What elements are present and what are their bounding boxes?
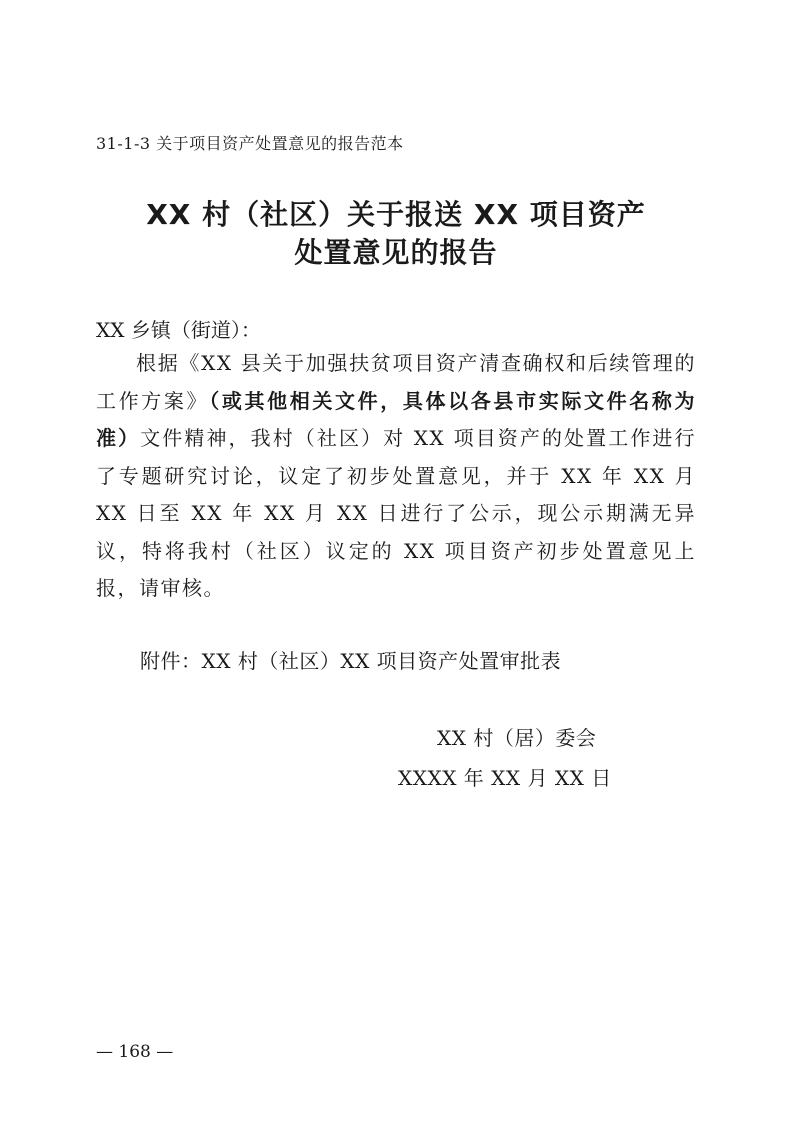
salutation: XX 乡镇（街道）：	[96, 318, 261, 342]
body-text-part-1: 根据《XX 县关于加强扶贫项目资产清查确权和后续管理的工作方案》	[96, 351, 696, 413]
section-label: 31-1-3 关于项目资产处置意见的报告范本	[96, 134, 404, 153]
signature-date: XXXX 年 XX 月 XX 日	[398, 766, 612, 790]
page-number: — 168 —	[96, 1042, 174, 1062]
document-title-line-1: XX 村（社区）关于报送 XX 项目资产	[146, 198, 646, 231]
document-title-line-2: 处置意见的报告	[294, 236, 498, 269]
signer: XX 村（居）委会	[437, 726, 597, 750]
body-text-part-2: 文件精神，我村（社区）对 XX 项目资产的处置工作进行了专题研究讨论，议定了初步处置意见，并于 XX 年 XX 月 XX 日至 XX 年 XX 月 XX 日进行了公示，现公示期满无异议，特将我村（社区）议定的 XX 项目资产初步处置意见上报，请审核。	[96, 426, 696, 600]
body-paragraph	[96, 345, 696, 608]
attachment-line: 附件：XX 村（社区）XX 项目资产处置审批表	[140, 649, 562, 673]
body-bold-note: （或其他相关文件，具体以各县市实际文件名称为准）	[96, 388, 697, 450]
